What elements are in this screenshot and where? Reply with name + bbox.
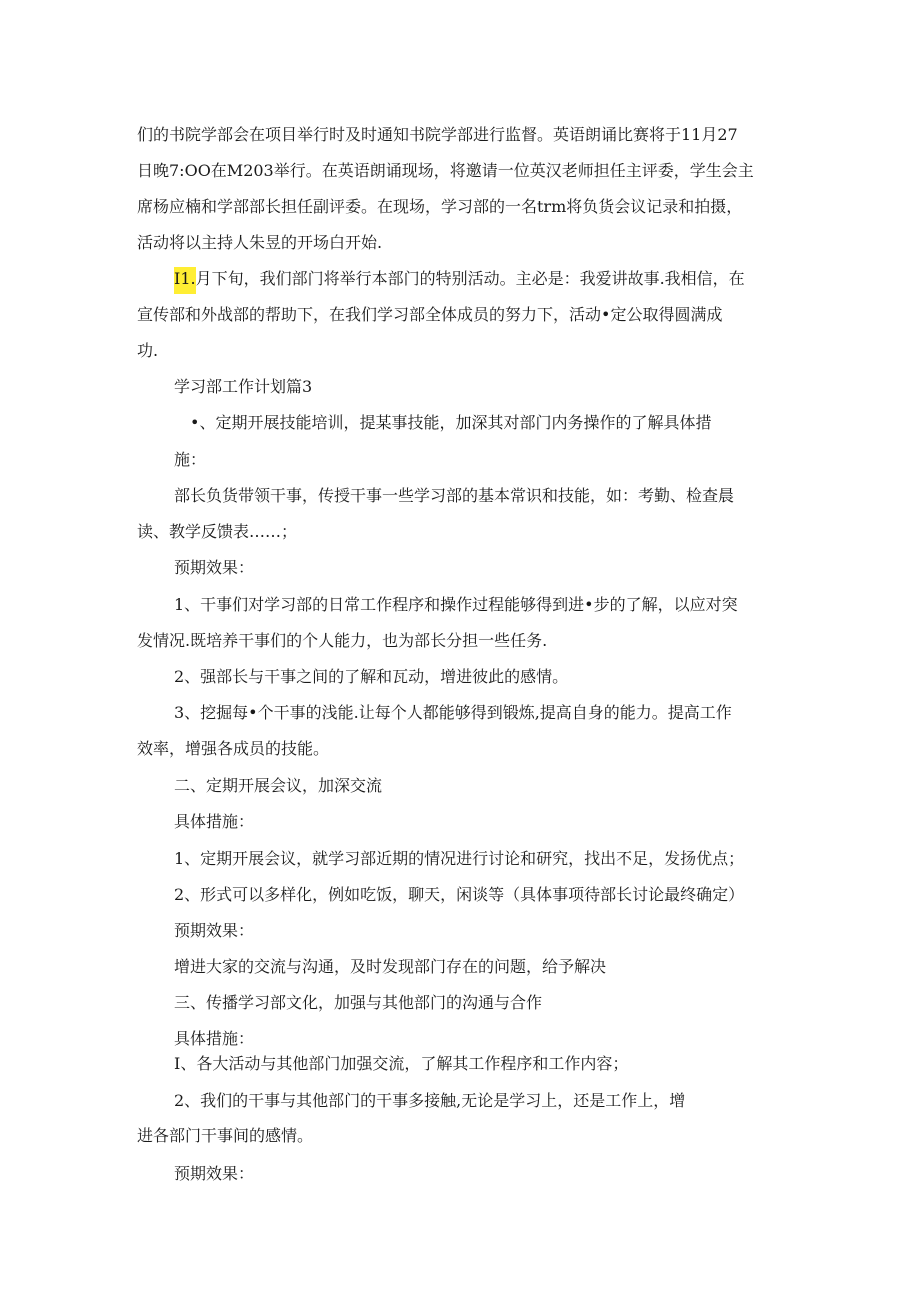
expected-label: 预期效果： [174,1164,255,1183]
paragraph-line: 日晚7:OO在M203举行。在英语朗诵现场，将邀请一位英汉老师担任主评委，学生会主 [137,161,754,180]
list-item-cont: 效率，增强各成员的技能。 [137,739,330,758]
paragraph-line: 读、教学反馈表……； [137,522,298,541]
paragraph-line: 席杨应楠和学部部长担任副评委。在现场，学习部的一名trm将负货会议记录和拍摄， [137,197,743,216]
list-item-cont: 发情况.既培养干事们的个人能力，也为部长分担一些任务. [137,631,548,650]
section-heading: 学习部工作计划篇3 [174,377,313,396]
paragraph-line [174,268,745,290]
paragraph-line: 功. [137,341,159,360]
section-title: •、定期开展技能培训，提某事技能，加深其对部门内务操作的了解具体措 [190,413,712,432]
paragraph-line: 活动将以主持人朱昱的开场白开始. [137,233,383,252]
measures-label: 具体措施： [174,812,255,831]
paragraph-line: 们的书院学部会在项目举行时及时通知书院学部进行监督。英语朗诵比赛将于11月27 [137,125,738,144]
paragraph-line: 部长负货带领干事，传授干事一些学习部的基本常识和技能，如：考勤、检查晨 [174,486,735,505]
list-item: 3、挖掘每•个干事的浅能.让每个人都能够得到锻炼,提高自身的能力。提高工作 [174,703,732,722]
section-title: 二、定期开展会议，加深交流 [174,776,383,795]
section-title-cont: 施： [174,450,207,469]
paragraph-text: 月下旬，我们部门将举行本部门的特别活动。主必是：我爱讲故事.我相信，在 [195,269,745,288]
list-item: 2、强部长与干事之间的了解和瓦动，增进彼此的感情。 [174,667,569,686]
list-item: I、各大活动与其他部门加强交流，了解其工作程序和工作内容； [174,1054,629,1073]
paragraph-line: 宣传部和外战部的帮助下，在我们学习部全体成员的努力下，活动•定公取得圆满成 [137,305,723,324]
measures-label: 具体措施： [174,1029,255,1048]
section-title: 三、传播学习部文化，加强与其他部门的沟通与合作 [174,993,543,1012]
list-item: 1、干事们对学习部的日常工作程序和操作过程能够得到进•步的了解，以应对突 [174,595,738,614]
expected-label: 预期效果： [174,558,255,577]
expected-label: 预期效果： [174,921,255,940]
list-item: 2、形式可以多样化，例如吃饭，聊天，闲谈等（具体事项待部长讨论最终确定） [174,885,745,904]
list-item: 2、我们的干事与其他部门的干事多接触,无论是学习上，还是工作上，增 [174,1091,686,1110]
paragraph-line: 增进大家的交流与沟通，及时发现部门存在的问题，给予解决 [174,957,607,976]
highlighted-text: I1. [174,267,196,294]
list-item: 1、定期开展会议，就学习部近期的情况进行讨论和研究，找出不足，发扬优点； [174,849,745,868]
list-item-cont: 进各部门干事间的感情。 [137,1126,314,1145]
